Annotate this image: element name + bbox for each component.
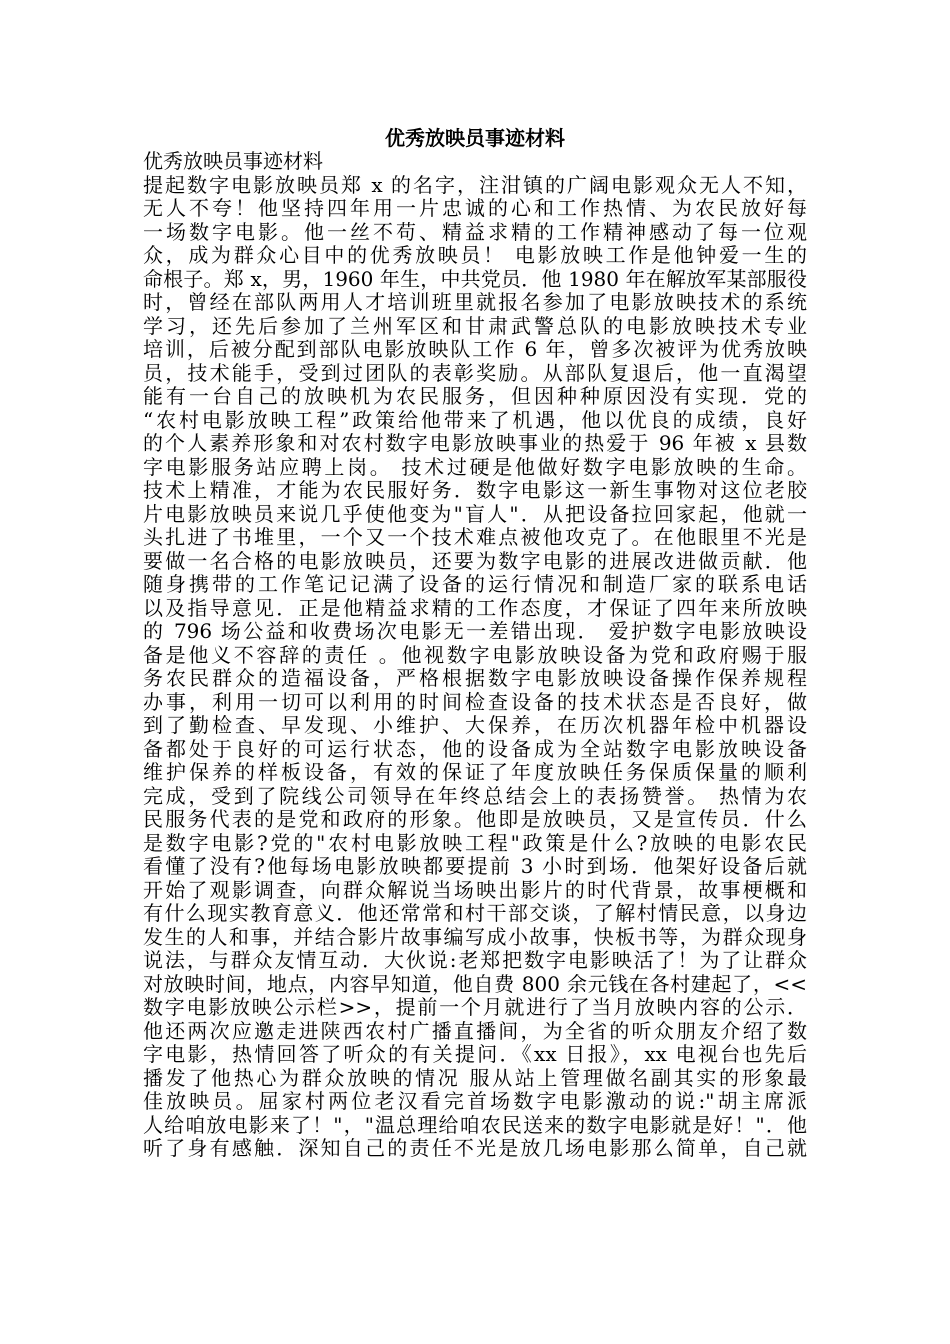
body-text-line: 对放映时间，地点，内容早知道，他自费 800 余元钱在各村建起了，<< — [143, 971, 807, 996]
body-text-line: 发生的人和事，并结合影片故事编写成小故事，快板书等，为群众现身 — [143, 924, 807, 949]
body-text-line: 有什么现实教育意义．他还常常和村干部交谈，了解村情民意，以身边 — [143, 901, 807, 925]
body-text-line: 培训，后被分配到部队电影放映队工作 6 年，曾多次被评为优秀放映 — [143, 337, 807, 361]
body-text-line: 看懂了没有?他每场电影放映都要提前 3 小时到场．他架好设备后就 — [143, 854, 807, 878]
body-text-line: 字电影服务站应聘上岗。 技术过硬是他做好数字电影放映的生命。 — [143, 454, 807, 479]
body-text-line: 完成，受到了院线公司领导在年终总结会上的表扬赞誉。 热情为农 — [143, 783, 807, 808]
body-text-line: 的 796 场公益和收费场次电影无一差错出现． 爱护数字电影放映设 — [143, 619, 807, 643]
document-title: 优秀放映员事迹材料 — [385, 126, 565, 150]
body-text-line: 员，技术能手，受到过团队的表彰奖励。从部队复退后，他一直渴望 — [143, 360, 807, 385]
body-text-line: 命根子。郑 x，男，1960 年生，中共党员．他 1980 年在解放军某部服役 — [143, 266, 807, 291]
document-subtitle: 优秀放映员事迹材料 — [143, 149, 323, 173]
body-text-line: 要做一名合格的电影放映员，还要为数字电影的进展改进做贡献．他 — [143, 548, 807, 573]
body-text-line: 办事，利用一切可以利用的时间检查设备的技术状态是否良好，做 — [143, 689, 807, 714]
body-text-line: 到了勤检查、早发现、小维护、大保养，在历次机器年检中机器设 — [143, 713, 807, 737]
body-text-line: 时，曾经在部队两用人才培训班里就报名参加了电影放映技术的系统 — [143, 290, 807, 314]
body-text-line: 一场数字电影。他一丝不苟、精益求精的工作精神感动了每一位观 — [143, 219, 807, 244]
body-text-line: 他还两次应邀走进陕西农村广播直播间，为全省的听众朋友介绍了数 — [143, 1018, 807, 1043]
body-text-line: 字电影，热情回答了听众的有关提问．《xx 日报》，xx 电视台也先后 — [143, 1042, 807, 1066]
body-text-line: 开始了观影调查，向群众解说当场映出影片的时代背景，故事梗概和 — [143, 877, 807, 902]
body-text-line: 片电影放映员来说几乎使他变为"盲人"．从把设备拉回家起，他就一 — [143, 501, 807, 526]
body-text-line: 头扎进了书堆里，一个又一个技术难点被他攻克了。在他眼里不光是 — [143, 525, 807, 549]
body-text-line: 无人不夸！他坚持四年用一片忠诚的心和工作热情、为农民放好每 — [143, 196, 807, 220]
body-text-line: “农村电影放映工程”政策给他带来了机遇，他以优良的成绩，良好 — [143, 407, 807, 432]
body-text-line: 众，成为群众心目中的优秀放映员！ 电影放映工作是他钟爱一生的 — [143, 243, 807, 267]
body-text-line: 能有一台自己的放映机为农民服务，但因种种原因没有实现．党的 — [143, 384, 807, 408]
body-text-line: 备是他义不容辞的责任 。他视数字电影放映设备为党和政府赐于服 — [143, 642, 807, 667]
body-text-line: 随身携带的工作笔记记满了设备的运行情况和制造厂家的联系电话 — [143, 572, 807, 596]
body-text-line: 维护保养的样板设备，有效的保证了年度放映任务保质保量的顺利 — [143, 760, 807, 784]
document-body — [143, 150, 807, 1161]
body-text-line: 说法，与群众友情互动．大伙说:老郑把数字电影映活了！为了让群众 — [143, 948, 807, 972]
body-text-line: 播发了他热心为群众放映的情况 服从站上管理做名副其实的形象最 — [143, 1065, 807, 1090]
body-text-line: 学习，还先后参加了兰州军区和甘肃武警总队的电影放映技术专业 — [143, 313, 807, 338]
body-text-line: 备都处于良好的可运行状态，他的设备成为全站数字电影放映设备 — [143, 736, 807, 761]
body-text-line: 数字电影放映公示栏>>，提前一个月就进行了当月放映内容的公示． — [143, 995, 807, 1019]
body-text-line: 技术上精准，才能为农民服好务．数字电影这一新生事物对这位老胶 — [143, 478, 807, 502]
body-text-line: 佳放映员。屈家村两位老汉看完首场数字电影激动的说:"胡主席派 — [143, 1089, 807, 1113]
body-text-line: 的个人素养形象和对农村数字电影放映事业的热爱于 96 年被 x 县数 — [143, 431, 807, 455]
body-text-line: 人给咱放电影来了！"，"温总理给咱农民送来的数字电影就是好！"．他 — [143, 1112, 807, 1137]
body-text-line: 以及指导意见．正是他精益求精的工作态度，才保证了四年来所放映 — [143, 595, 807, 620]
body-text-line: 是数字电影?党的"农村电影放映工程"政策是什么?放映的电影农民 — [143, 830, 807, 855]
body-text-line: 听了身有感触．深知自己的责任不光是放几场电影那么简单，自己就 — [143, 1136, 807, 1160]
body-text-line: 民服务代表的是党和政府的形象。他即是放映员，又是宣传员．什么 — [143, 807, 807, 831]
body-text-line: 务农民群众的造福设备，严格根据数字电影放映设备操作保养规程 — [143, 666, 807, 690]
body-text-line: 提起数字电影放映员郑 x 的名字，注泔镇的广阔电影观众无人不知， — [143, 172, 807, 197]
